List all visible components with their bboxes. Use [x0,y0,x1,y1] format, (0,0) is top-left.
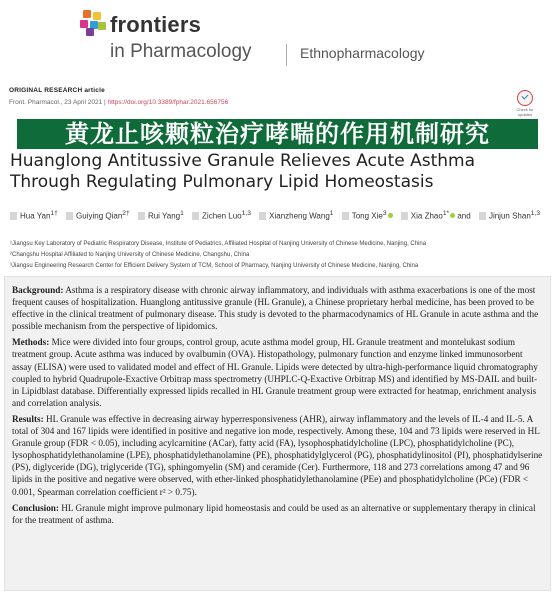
journal-header [0,0,555,80]
author-avatar-icon [401,212,408,220]
affiliation: ²Changshu Hospital Affiliated to Nanjing University of Chinese Medicine, Changshu, China [10,252,250,258]
check-updates-label: Check for updates [516,107,534,117]
doi-link[interactable]: https://doi.org/10.3389/fphar.2021.656756 [107,99,229,106]
citation-line [9,99,228,106]
affiliations [10,239,550,272]
brand-name: frontiers [110,12,202,37]
abstract-background: Background: Asthma is a respiratory disease with chronic airway inflammatory, and individuals with asthma exacerbations is one of the most frequent causes of hospitalization. Huanglong antitussive granule (HL Granule), a Chinese proprietary herbal medicine, has been proved to be effective in the clinical treatment of pulmonary disease. This study is devoted to the pharmacodynamics of HL Granule in acute asthma and the possible mechanism from the perspective of lipidomics. [12,285,539,332]
frontiers-logo-icon [80,10,106,36]
affiliation: ¹Jiangsu Key Laboratory of Pediatric Respiratory Disease, Institute of Pediatrics, Affiliated Hospital of Nanjing University of Chinese Medicine, Nanjing, China [10,241,427,247]
author[interactable]: Xianzheng Wang$^1$ [259,208,333,222]
author-avatar-icon [66,212,73,220]
abstract-methods: Methods: Mice were divided into four groups, control group, acute asthma model group, HL Granule treatment and montelukast sodium treatment group. Acute asthma was induced by ovalbumin (OVA). Histopathology, pulmonary function and enzyme linked immunosorbent assay (ELISA) were used to validated model and effect of HL Granule. Lipids were detected by ultra-high-performance liquid chromatography coupled to hybrid Quadrupole-Exactive Orbitrap mass spectrometry (UHPLC-Q-Exactive Orbitrap MS) and identified by MS-DAIL and built-in Lipidblast database. Differentially expressed lipids recalled in HL Granule treatment group were extracted for heatmap, enrichment analysis and correlation analysis. [12,337,538,408]
author-avatar-icon [342,212,349,220]
citation-text: Front. Pharmacol., 23 April 2021 | [9,99,108,106]
journal-name: in Pharmacology [110,41,252,62]
abstract-conclusion: Conclusion: HL Granule might improve pulmonary lipid homeostasis and could be used as an alternative or supplementary therapy in clinical for the treatment of asthma. [12,502,536,525]
author-avatar-icon [192,212,199,220]
affiliation: ³Jiangsu Engineering Research Center for Efficient Delivery System of TCM, School of Pharmacy, Nanjing University of Chinese Medicine, Nanjing, China [10,263,419,269]
author[interactable]: Xia Zhao$^{1*}$ and [401,208,471,222]
author-list [10,208,550,222]
author[interactable]: Tong Xie$^3$ [342,208,393,222]
author[interactable]: Zichen Luo$^{1,3}$ [192,208,251,222]
article-title: Huanglong Antitussive Granule Relieves Acute Asthma Through Regulating Pulmonary Lipid Homeostasis [10,151,476,192]
check-for-updates-badge[interactable] [511,90,539,122]
header-divider [286,44,287,66]
chinese-title-banner: 黄龙止咳颗粒治疗哮喘的作用机制研究 [17,119,538,149]
author[interactable]: Rui Yang$^1$ [138,208,184,222]
abstract-results: Results: HL Granule was effective in decreasing airway hyperresponsiveness (AHR), airway inflammatory and the levels of IL-4 and IL-5. A total of 304 and 167 lipids were identified in positive and negative ion mode, respectively. Among these, 104 and 73 lipids were reserved in HL Granule group (FDR < 0.05), including acylcarnitine (ACar), fatty acid (FA), lysophosphatidylcholine (LPC), phosphatidylcholine (PC), lysophosphatidylethanolamine (LPE), phosphatidylethanolamine (PE), phosphatidylglycerol (PG), phosphatidylinositol (PI), phosphatidylserine (PS), diglyceride (DG), triglyceride (TG), sphingomyelin (SM) and ceramide (Cer). Furthermore, 118 and 273 correlations among 47 and 96 lipids in the positive and negative were observed, with ether-linked phosphatidylethanolamine (PEe) and phosphatidylcholine (PCe) (FDR < 0.001, Spearman correlation coefficient r² > 0.75). [12,413,543,497]
author[interactable]: Hua Yan$^{1\dagger}$ [10,208,58,222]
author[interactable]: Jinjun Shan$^{1,3}$ [479,208,540,222]
orcid-icon[interactable] [450,213,455,218]
author-avatar-icon [10,212,17,220]
journal-section: Ethnopharmacology [300,45,425,61]
author-avatar-icon [138,212,145,220]
author[interactable]: Guiying Qian$^{2\dagger}$ [66,208,130,222]
author-avatar-icon [479,212,486,220]
check-updates-icon [517,90,533,106]
abstract [4,276,551,591]
orcid-icon[interactable] [388,213,393,218]
article-type: ORIGINAL RESEARCH article [9,87,105,94]
author-avatar-icon [259,212,266,220]
